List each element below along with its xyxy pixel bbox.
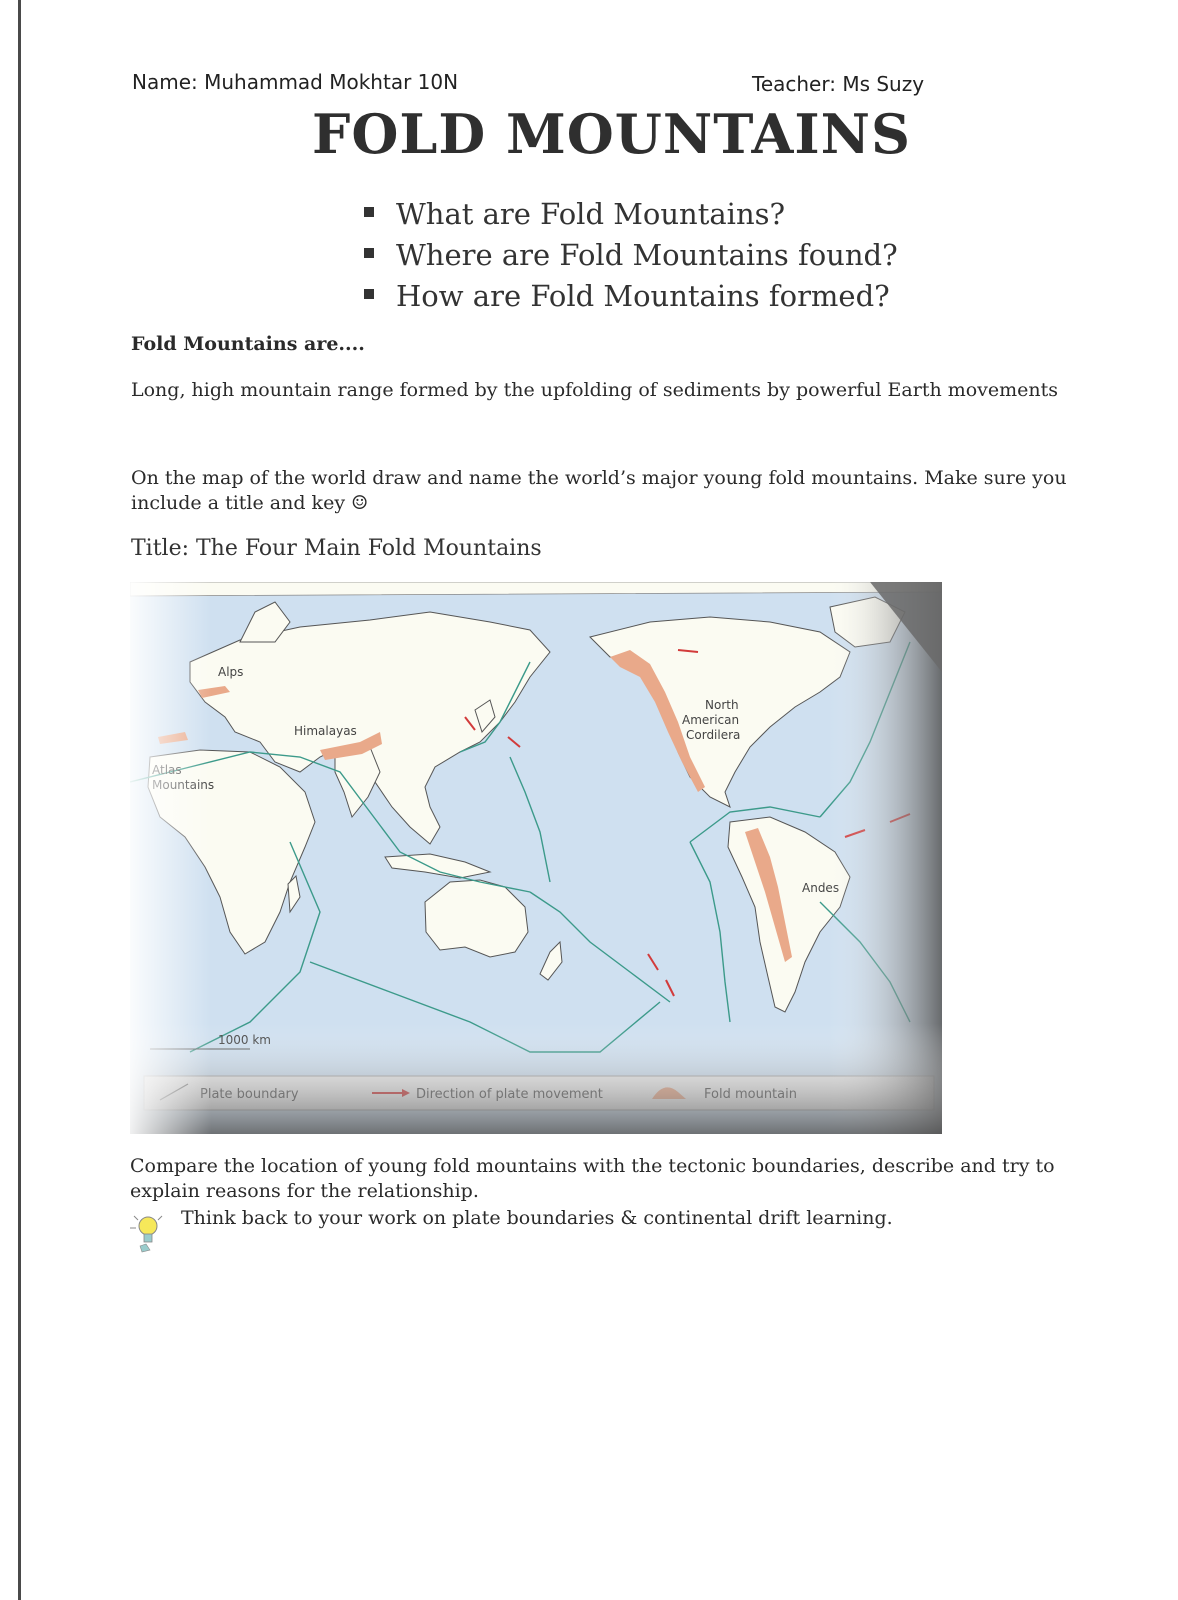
world-map-figure (130, 582, 942, 1134)
lightbulb-icon (128, 1210, 166, 1260)
page-edge-line (18, 0, 21, 1600)
page-title: FOLD MOUNTAINS (312, 102, 911, 166)
hint-text: Think back to your work on plate boundaries & continental drift learning. (181, 1207, 893, 1229)
teacher-name: Teacher: Ms Suzy (752, 72, 925, 96)
definition-answer: Long, high mountain range formed by the upfolding of sediments by powerful Earth movements (131, 379, 1059, 401)
map-title: Title: The Four Main Fold Mountains (131, 536, 542, 561)
question-item: Where are Fold Mountains found? (364, 235, 898, 276)
scan-fade-left (130, 582, 942, 1134)
compare-question: Compare the location of young fold mountains with the tectonic boundaries, describe and try to explain reasons for the relationship. (130, 1155, 1055, 1202)
bullet-square-icon (364, 248, 374, 258)
question-item: What are Fold Mountains? (364, 194, 898, 235)
bullet-square-icon (364, 289, 374, 299)
question-list (364, 194, 898, 317)
map-instruction: On the map of the world draw and name the world’s major young fold mountains. Make sure you include a title and key ☺ (131, 467, 1067, 514)
bullet-square-icon (364, 207, 374, 217)
question-item: How are Fold Mountains formed? (364, 276, 898, 317)
definition-heading: Fold Mountains are.... (131, 333, 365, 355)
student-name: Name: Muhammad Mokhtar 10N (132, 70, 459, 94)
